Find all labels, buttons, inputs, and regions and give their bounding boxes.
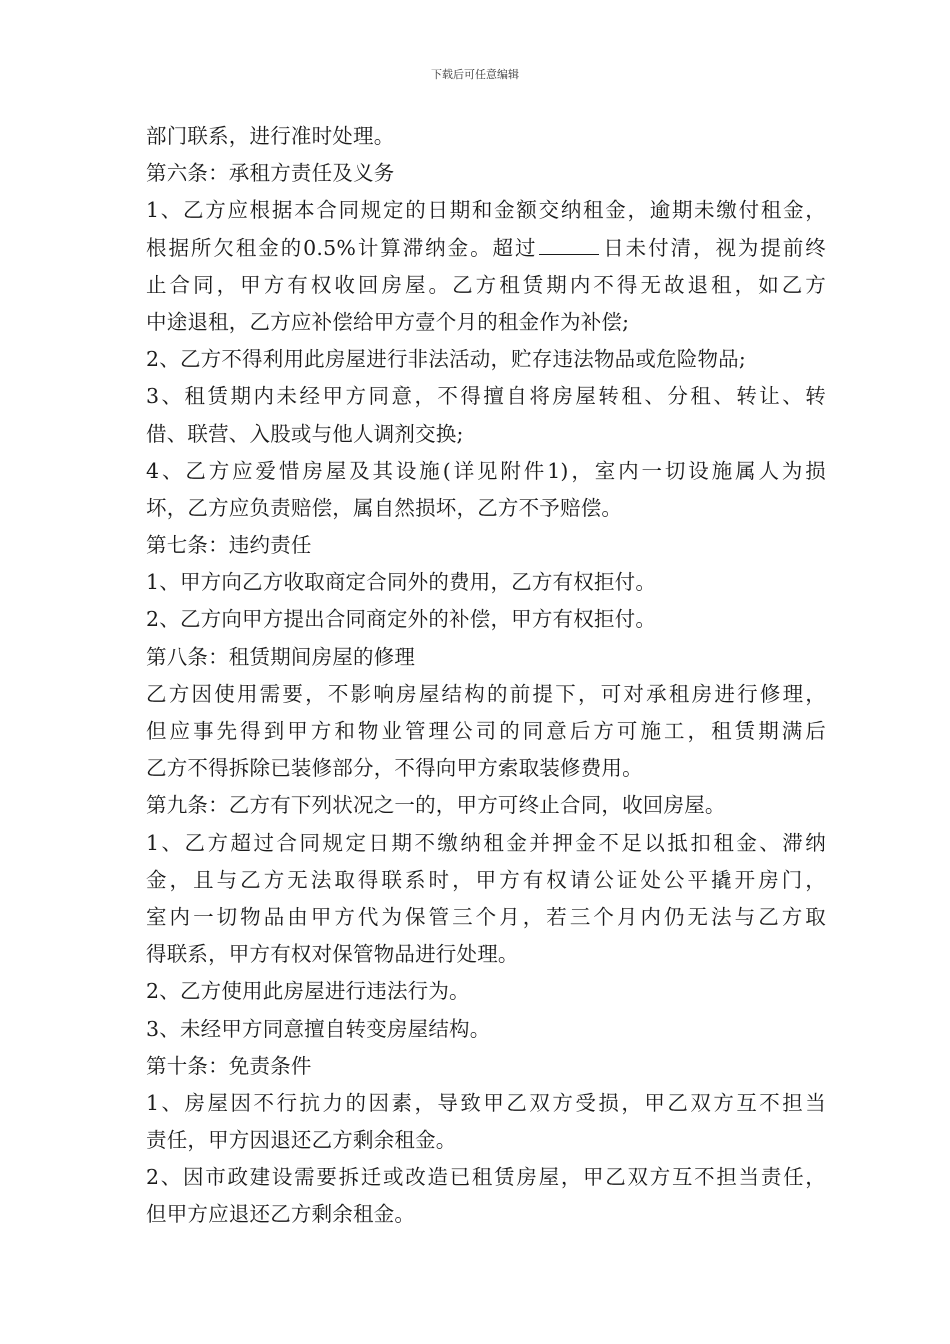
body-line: 金，且与乙方无法取得联系时，甲方有权请公证处公平撬开房门，: [146, 867, 826, 892]
body-line: 止合同，甲方有权收回房屋。乙方租赁期内不得无故退租，如乙方: [146, 272, 826, 297]
body-line: 得联系，甲方有权对保管物品进行处理。: [146, 942, 519, 967]
body-line: 借、联营、入股或与他人调剂交换;: [146, 421, 464, 446]
body-line: 乙方不得拆除已装修部分，不得向甲方索取装修费用。: [146, 756, 643, 781]
body-line: 部门联系，进行准时处理。: [146, 124, 395, 148]
body-line: 但甲方应退还乙方剩余租金。: [146, 1202, 416, 1227]
section-heading: 第九条：乙方有下列状况之一的，甲方可终止合同，收回房屋。: [146, 793, 726, 818]
body-line: 乙方因使用需要，不影响房屋结构的前提下，可对承租房进行修理，: [146, 681, 826, 706]
body-line: 室内一切物品由甲方代为保管三个月，若三个月内仍无法与乙方取: [146, 904, 826, 929]
body-line: 3、租赁期内未经甲方同意，不得擅自将房屋转租、分租、转让、转: [146, 384, 826, 409]
body-line: 2、乙方向甲方提出合同商定外的补偿，甲方有权拒付。: [146, 607, 657, 632]
body-line-with-blank: [146, 230, 826, 267]
body-line: 但应事先得到甲方和物业管理公司的同意后方可施工，租赁期满后: [146, 719, 826, 743]
body-line: 2、乙方不得利用此房屋进行非法活动，贮存违法物品或危险物品;: [146, 347, 746, 372]
fill-in-blank: [539, 234, 599, 255]
body-line: 1、甲方向乙方收取商定合同外的费用，乙方有权拒付。: [146, 570, 657, 595]
body-line: 2、乙方使用此房屋进行违法行为。: [146, 979, 470, 1004]
document-body: [146, 118, 826, 1234]
body-line: 1、乙方超过合同规定日期不缴纳租金并押金不足以抵扣租金、滞纳: [146, 830, 826, 855]
body-line: 1、乙方应根据本合同规定的日期和金额交纳租金，逾期未缴付租金，: [146, 198, 826, 223]
section-heading: 第七条：违约责任: [146, 533, 312, 558]
body-line-part: 根据所欠租金的0.5%计算滞纳金。超过: [146, 235, 538, 260]
body-line: 2、因市政建设需要拆迁或改造已租赁房屋，甲乙双方互不担当责任，: [146, 1165, 826, 1190]
page-header: 下载后可任意编辑: [431, 68, 519, 81]
body-line: 责任，甲方因退还乙方剩余租金。: [146, 1128, 457, 1153]
section-heading: 第八条：租赁期间房屋的修理: [146, 644, 416, 669]
body-line: 1、房屋因不行抗力的因素，导致甲乙双方受损，甲乙双方互不担当: [146, 1090, 826, 1115]
section-heading: 第十条：免责条件: [146, 1053, 312, 1078]
body-line: 4、乙方应爱惜房屋及其设施(详见附件1)，室内一切设施属人为损: [146, 458, 826, 483]
body-line-part: 日未付清，视为提前终: [601, 235, 826, 260]
body-line: 坏，乙方应负责赔偿，属自然损坏，乙方不予赔偿。: [146, 495, 623, 520]
body-line: 3、未经甲方同意擅自转变房屋结构。: [146, 1016, 491, 1041]
body-line: 中途退租，乙方应补偿给甲方壹个月的租金作为补偿;: [146, 309, 630, 334]
section-heading: 第六条：承租方责任及义务: [146, 161, 395, 186]
